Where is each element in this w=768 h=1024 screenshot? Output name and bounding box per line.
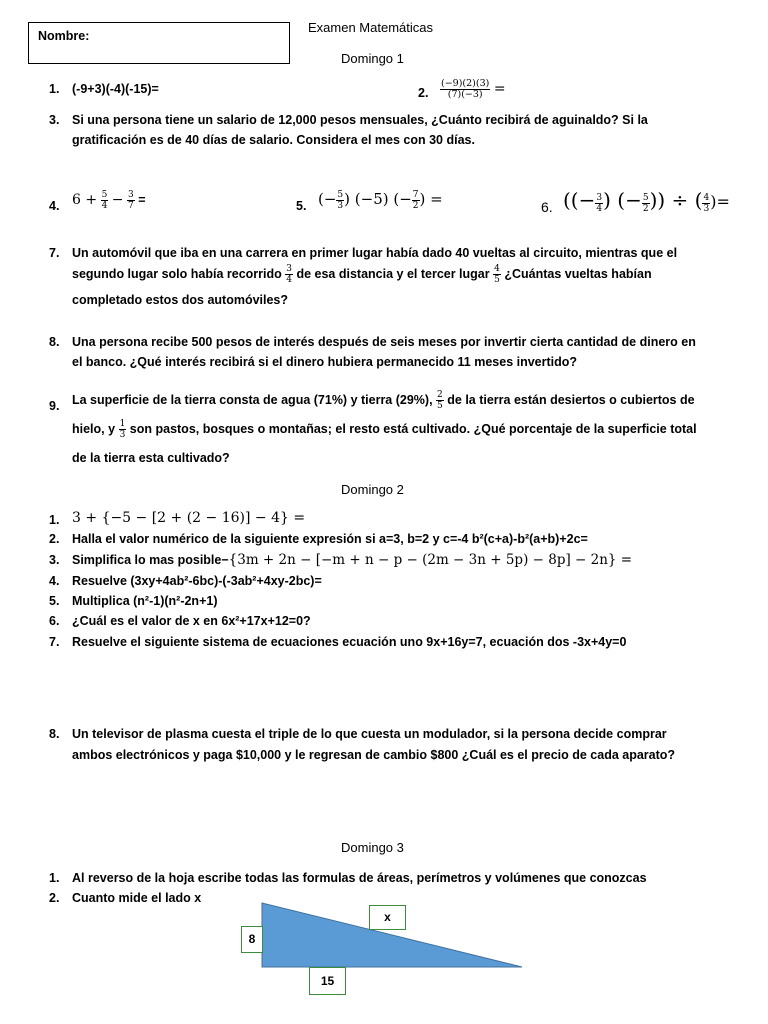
text: ¿Cuántas vueltas habían (504, 266, 652, 281)
text: de esa distancia y el tercer lugar (296, 266, 490, 281)
label-side-x: x (369, 905, 406, 930)
fraction-denominator: (7)(−3) (447, 89, 483, 100)
question-d2-6: ¿Cuál es el valor de x en 6x²+17x+12=0? (72, 614, 311, 628)
text: de la tierra están desiertos o cubiertos de (447, 392, 695, 407)
section-title-domingo-2: Domingo 2 (341, 482, 404, 497)
question-d1-7-line3: completado estos dos automóviles? (72, 293, 289, 307)
question-number: 6. (541, 199, 553, 215)
fraction-denominator: 5 (494, 275, 500, 285)
equals-sign: = (138, 192, 146, 207)
fraction-numerator: 1 (119, 419, 126, 429)
question-number: 7. (49, 635, 60, 649)
question-d1-3-line1: Si una persona tiene un salario de 12,000 pesos mensuales, ¿Cuánto recibirá de aguinaldo? Si la (72, 113, 648, 127)
question-d1-8-line2: el banco. ¿Qué interés recibirá si el dinero hubiera permanecido 11 meses invertido? (72, 355, 578, 369)
fraction-denominator: 4 (286, 275, 292, 285)
fraction-denominator: 3 (703, 204, 710, 215)
question-number: 7. (49, 246, 60, 260)
math-text: )) ÷ ( (649, 188, 703, 212)
exam-title: Examen Matemáticas (308, 20, 433, 35)
section-title-domingo-3: Domingo 3 (341, 840, 404, 855)
question-number: 2. (49, 532, 60, 546)
fraction-numerator: 4 (494, 264, 500, 274)
section-title-domingo-1: Domingo 1 (341, 51, 404, 66)
question-d1-1: (-9+3)(-4)(-15)= (72, 82, 159, 96)
math-text: − (111, 191, 124, 208)
question-number: 5. (49, 594, 60, 608)
question-number: 4. (49, 574, 60, 588)
question-d3-1: Al reverso de la hoja escribe todas las formulas de áreas, perímetros y volúmenes que conozcas (72, 871, 647, 885)
fraction-numerator: (−9)(2)(3) (441, 78, 490, 89)
fraction-denominator: 7 (128, 201, 134, 211)
fraction-numerator: 3 (128, 190, 134, 200)
text: son pastos, bosques o montañas; el resto está cultivado. ¿Qué porcentaje de la superficie total (129, 421, 697, 436)
question-d1-8-line1: Una persona recibe 500 pesos de interés después de seis meses por invertir cierta cantidad de dinero en (72, 335, 696, 349)
question-number: 1. (49, 82, 60, 96)
math-text: )= (710, 192, 730, 211)
question-number: 8. (49, 335, 60, 349)
fraction-denominator: 4 (101, 201, 108, 211)
question-d2-7: Resuelve el siguiente sistema de ecuaciones ecuación uno 9x+16y=7, ecuación dos -3x+4y=0 (72, 635, 627, 649)
question-d2-5: Multiplica (n²-1)(n²-2n+1) (72, 594, 218, 608)
equals-sign: = (493, 80, 506, 97)
fraction-denominator: 3 (119, 430, 126, 440)
text: Simplifica lo mas posible− (72, 553, 229, 567)
question-number: 8. (49, 727, 60, 741)
fraction-numerator: 3 (286, 264, 292, 274)
name-label: Nombre: (38, 29, 90, 43)
fraction-denominator: 2 (412, 201, 419, 212)
math-text: ) (−5) (− (344, 190, 412, 208)
question-d1-9-line3: de la tierra esta cultivado? (72, 451, 230, 465)
math-text: ) (− (603, 188, 642, 212)
question-number: 3. (49, 553, 60, 567)
text: segundo lugar solo había recorrido (72, 266, 282, 281)
math-text: ) = (419, 190, 443, 208)
fraction-denominator: 5 (437, 401, 443, 411)
math-text: (− (318, 190, 337, 208)
question-number: 9. (49, 399, 60, 413)
question-number: 3. (49, 113, 60, 127)
question-number: 6. (49, 614, 60, 628)
question-d2-8-line2: ambos electrónicos y paga $10,000 y le regresan de cambio $800 ¿Cuál es el precio de cada aparato? (72, 748, 676, 762)
math-text: {3m + 2n − [−m + n − p − (2m − 3n + 5p) − 8p] − 2n} = (228, 552, 633, 568)
question-d1-3-line2: gratificación es de 40 días de salario. Considera el mes con 30 días. (72, 133, 475, 147)
text: hielo, y (72, 421, 116, 436)
label-side-15: 15 (309, 967, 346, 995)
fraction-numerator: 5 (337, 190, 344, 201)
fraction-denominator: 2 (642, 204, 649, 215)
question-number: 2. (49, 891, 60, 905)
question-d2-1: 3 + {−5 − [2 + (2 − 16)] − 4} = (72, 510, 306, 526)
fraction-numerator: 7 (412, 190, 419, 201)
question-d1-7-line1: Un automóvil que iba en una carrera en primer lugar había dado 40 vueltas al circuito, mientras que el (72, 246, 678, 260)
fraction-numerator: 5 (642, 193, 649, 204)
math-text: ((− (563, 188, 596, 212)
fraction-denominator: 4 (596, 204, 603, 215)
fraction-numerator: 2 (437, 390, 443, 400)
question-d2-2: Halla el valor numérico de la siguiente expresión si a=3, b=2 y c=-4 b²(c+a)-b²(a+b)+2c= (72, 532, 588, 546)
question-d3-2: Cuanto mide el lado x (72, 891, 202, 905)
fraction-numerator: 4 (703, 193, 710, 204)
question-number: 1. (49, 871, 60, 885)
question-number: 2. (418, 86, 429, 100)
fraction-numerator: 5 (101, 190, 108, 200)
fraction-denominator: 3 (337, 201, 344, 212)
question-d2-8-line1: Un televisor de plasma cuesta el triple de lo que cuesta un modulador, si la persona decide comprar (72, 727, 667, 741)
fraction-numerator: 3 (596, 193, 603, 204)
question-number: 4. (49, 199, 60, 213)
text: La superficie de la tierra consta de agua (71%) y tierra (29%), (72, 392, 433, 407)
question-d2-4: Resuelve (3xy+4ab²-6bc)-(-3ab²+4xy-2bc)= (72, 574, 322, 588)
math-text: 6 + (72, 191, 98, 208)
question-number: 1. (49, 513, 60, 527)
label-side-8: 8 (241, 926, 263, 953)
question-number: 5. (296, 199, 307, 213)
